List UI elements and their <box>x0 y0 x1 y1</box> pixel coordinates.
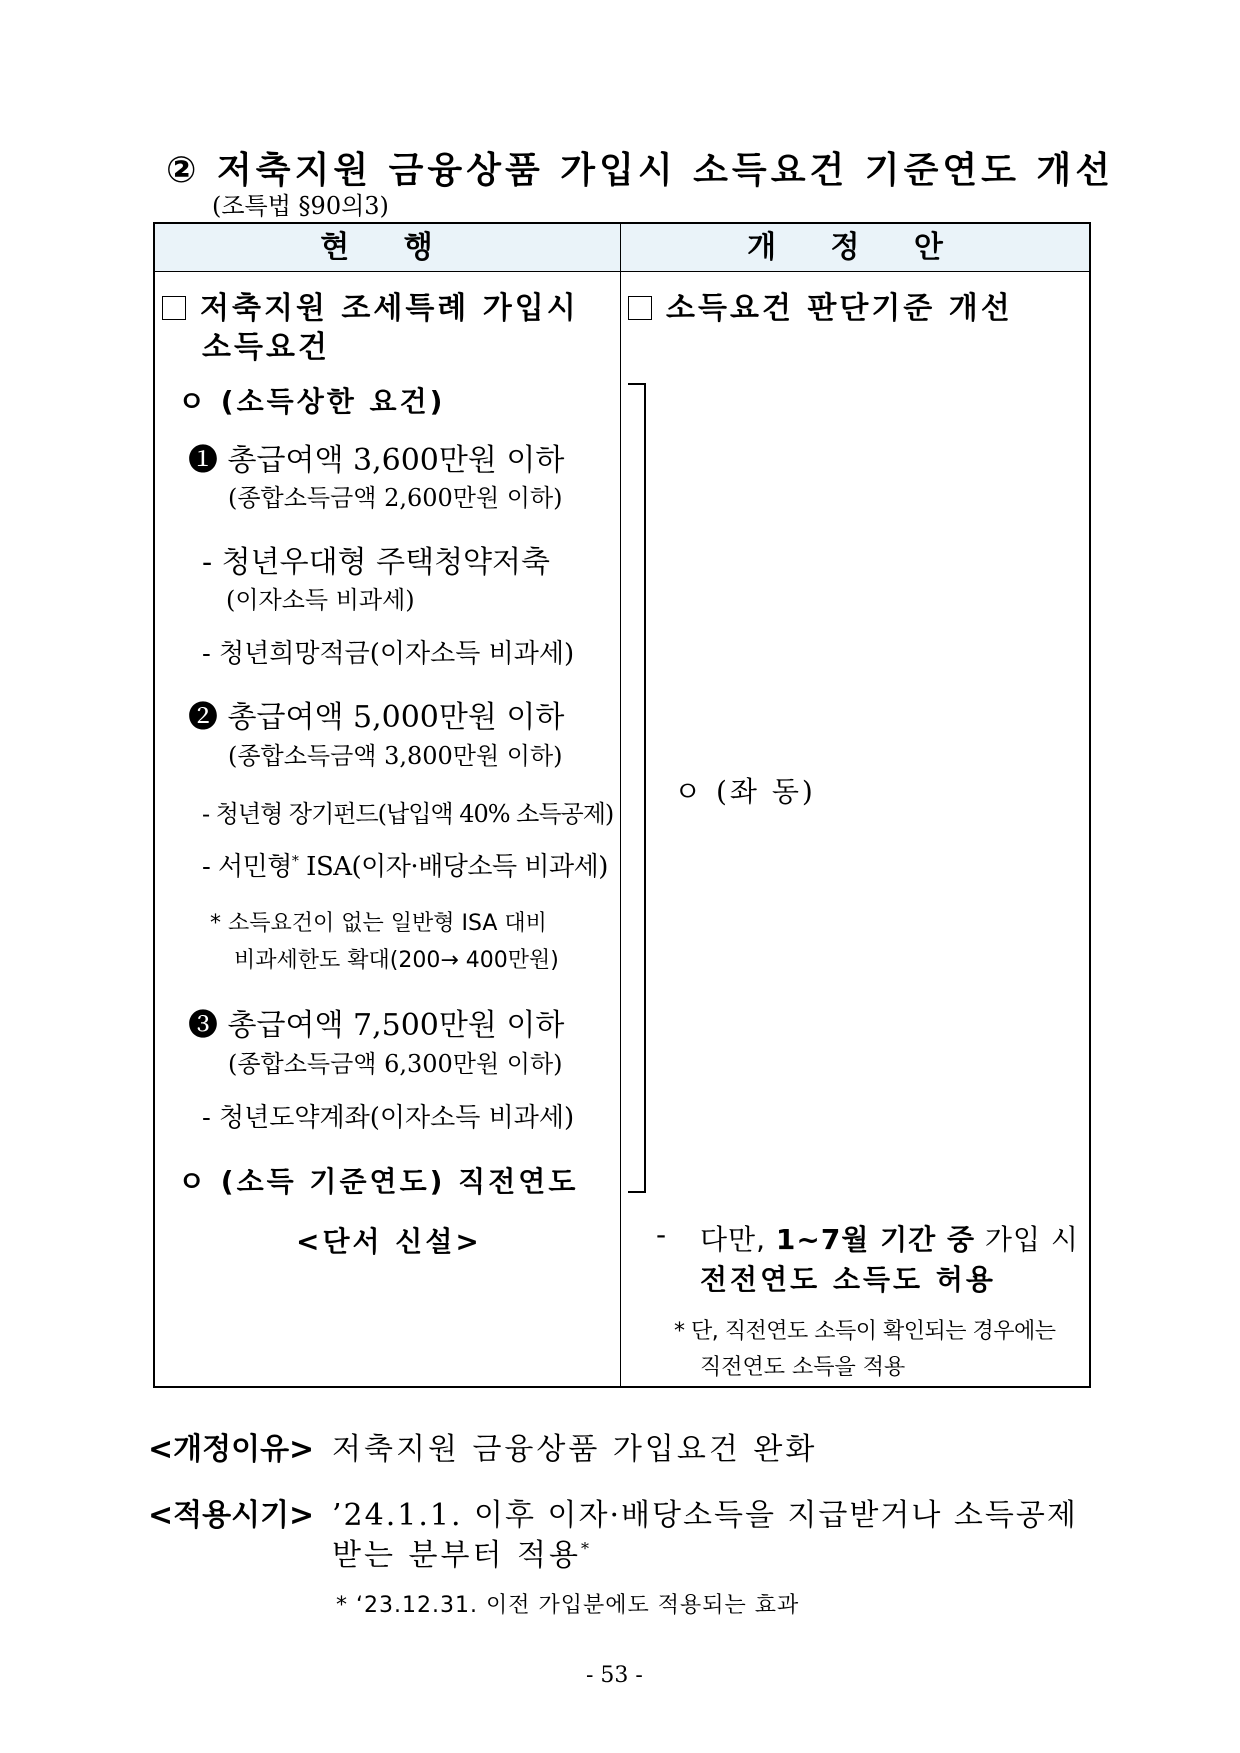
proviso: 다만, 1~7월 기간 중 가입 시 <box>700 1223 1079 1256</box>
tier2-sub: (종합소득금액 3,800만원 이하) <box>228 742 563 770</box>
proposed-heading: 소득요건 판단기준 개선 <box>628 283 1013 327</box>
new-clause: <단서 신설> <box>296 1225 482 1258</box>
tier2-title: ❷ 총급여액 5,000만원 이하 <box>188 700 565 735</box>
tier2-note-line2: 비과세한도 확대(200→ 400만원) <box>234 948 559 973</box>
proviso-line2: 전전연도 소득도 허용 <box>700 1263 996 1296</box>
tier2-item2: - 서민형* ISA(이자·배당소득 비과세) <box>202 852 608 882</box>
reason-label: <개정이유> <box>148 1432 315 1467</box>
effective-text: ’24.1.1. 이후 이자·배당소득을 지급받거나 소득공제 <box>332 1498 1078 1533</box>
checkbox-icon <box>162 296 186 320</box>
tier3-item1: - 청년도약계좌(이자소득 비과세) <box>202 1103 575 1133</box>
proviso-note-line2: 직전연도 소득을 적용 <box>700 1355 906 1380</box>
tier1-sub: (종합소득금액 2,600만원 이하) <box>228 484 563 512</box>
current-heading: 저축지원 조세특례 가입시 <box>162 283 579 327</box>
tier1-title: ❶ 총급여액 3,600만원 이하 <box>188 443 565 478</box>
section-subtitle: (조특법 §90의3) <box>212 192 389 220</box>
header-proposed: 개 정 안 <box>747 230 965 265</box>
effective-text-line2: 받는 분부터 적용* <box>332 1538 592 1573</box>
tier2-note: * 소득요건이 없는 일반형 ISA 대비 <box>210 911 547 936</box>
current-heading-line2: 소득요건 <box>202 330 330 365</box>
header-current: 현 행 <box>320 230 455 265</box>
effective-label: <적용시기> <box>148 1498 315 1533</box>
tier1-item2: - 청년희망적금(이자소득 비과세) <box>202 639 575 669</box>
column-divider <box>620 224 621 1386</box>
table-header <box>155 224 1089 272</box>
base-year-label: ㅇ (소득 기준연도) 직전연도 <box>178 1165 579 1198</box>
same-as-bracket <box>628 383 646 1193</box>
same-as-left: ㅇ (좌 동) <box>674 775 816 808</box>
effective-note: * ‘23.12.31. 이전 가입분에도 적용되는 효과 <box>336 1593 800 1618</box>
upper-limit-label: ㅇ (소득상한 요건) <box>178 385 446 418</box>
tier2-item1: - 청년형 장기펀드(납입액 40% 소득공제) <box>202 800 614 828</box>
tier3-title: ❸ 총급여액 7,500만원 이하 <box>188 1008 565 1043</box>
checkbox-icon <box>628 296 652 320</box>
tier1-item1: - 청년우대형 주택청약저축 <box>202 545 550 580</box>
section-title: ② 저축지원 금융상품 가입시 소득요건 기준연도 개선 <box>166 150 1114 191</box>
page-number: - 53 - <box>586 1663 643 1688</box>
proviso-dash: - <box>656 1218 667 1251</box>
tier3-sub: (종합소득금액 6,300만원 이하) <box>228 1050 563 1078</box>
tier1-item1-sub: (이자소득 비과세) <box>226 586 415 614</box>
proviso-note: * 단, 직전연도 소득이 확인되는 경우에는 <box>674 1319 1056 1344</box>
reason-text: 저축지원 금융상품 가입요건 완화 <box>332 1432 818 1467</box>
